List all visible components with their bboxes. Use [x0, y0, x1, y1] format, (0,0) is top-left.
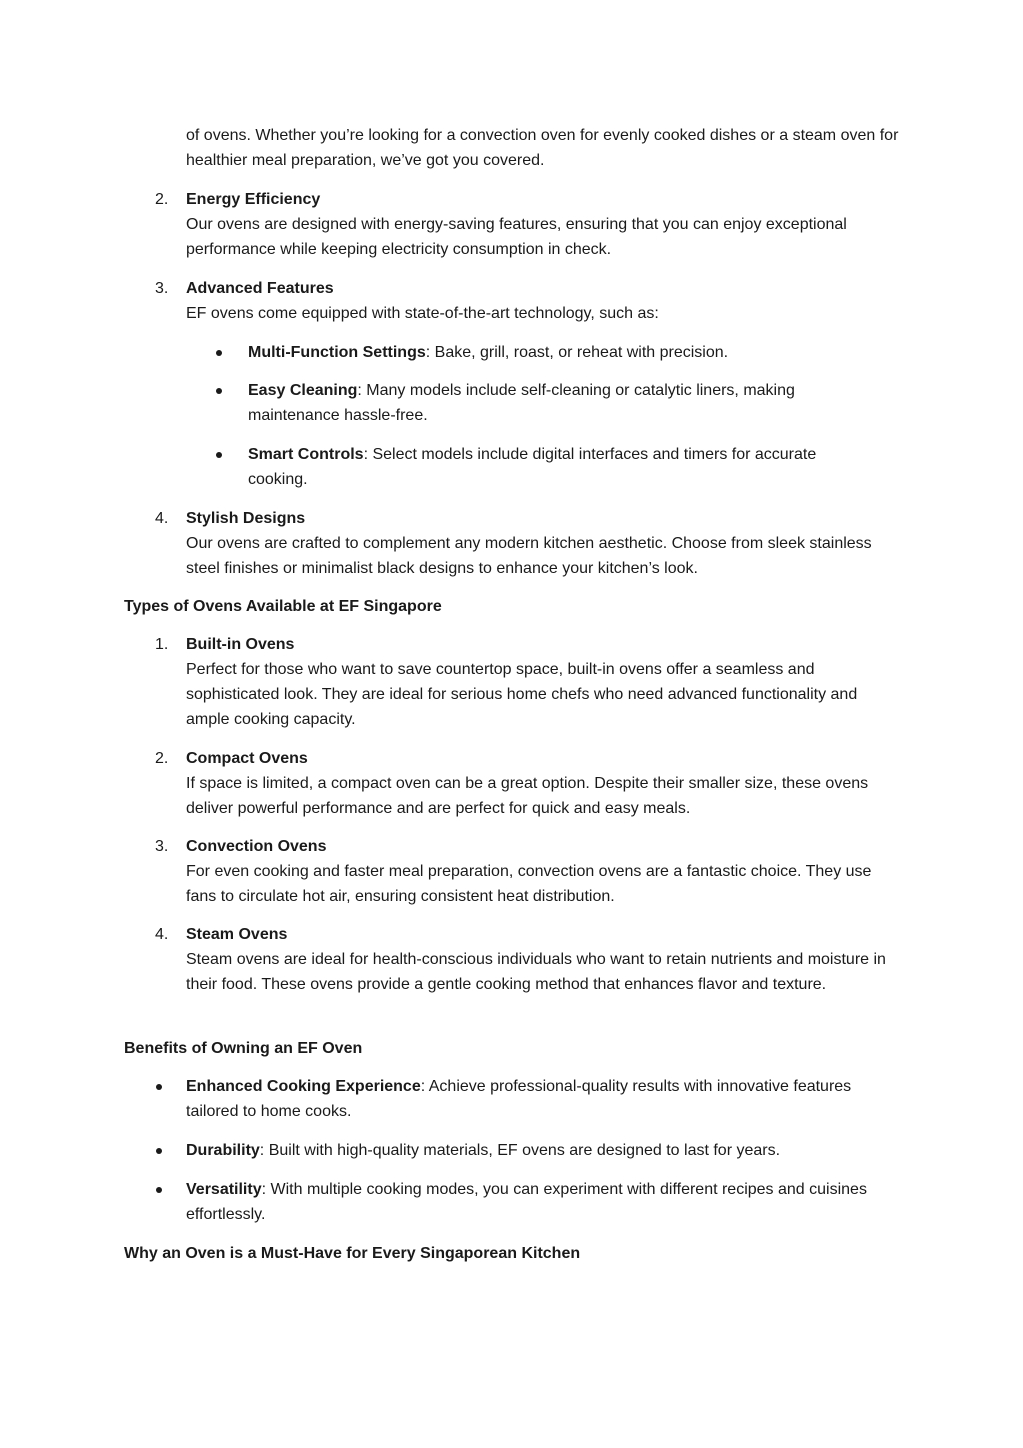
bullet-dot	[216, 388, 222, 394]
feature-title: Energy Efficiency	[186, 191, 321, 208]
list-number: 2.	[155, 191, 169, 208]
bullet-term: Multi-Function Settings	[248, 344, 426, 361]
bullet-text: : Many models include self-cleaning or catalytic liners, making maintenance hassle-free.	[248, 382, 795, 424]
bullet-text: : Bake, grill, roast, or reheat with precision.	[425, 344, 729, 361]
bullet-dot	[216, 350, 222, 356]
section-heading-why: Why an Oven is a Must-Have for Every Singaporean Kitchen	[124, 1245, 581, 1262]
bullet-text: : Built with high-quality materials, EF ovens are designed to last for years.	[259, 1142, 781, 1159]
feature-description: Our ovens are designed with energy-saving features, ensuring that you can enjoy exceptional performance while keeping electricity consumption in check.	[186, 216, 847, 258]
type-title: Compact Ovens	[186, 750, 308, 767]
bullet-dot	[156, 1148, 162, 1154]
type-description: For even cooking and faster meal preparation, convection ovens are a fantastic choice. They use fans to circulate hot air, ensuring consistent heat distribution.	[186, 863, 872, 905]
bullet-term: Durability	[186, 1142, 260, 1159]
type-description: Steam ovens are ideal for health-conscious individuals who want to retain nutrients and moisture in their food. These ovens provide a gentle cooking method that enhances flavor and texture.	[186, 951, 886, 993]
type-title: Built-in Ovens	[186, 636, 295, 653]
type-title: Steam Ovens	[186, 926, 288, 943]
list-number: 3.	[155, 838, 169, 855]
bullet-text: : Select models include digital interfaces and timers for accurate cooking.	[248, 446, 817, 488]
intro-continuation: of ovens. Whether you’re looking for a convection oven for evenly cooked dishes or a steam oven for healthier meal preparation, we’ve got you covered.	[186, 127, 899, 169]
feature-description: Our ovens are crafted to complement any modern kitchen aesthetic. Choose from sleek stainless steel finishes or minimalist black designs to enhance your kitchen’s look.	[186, 535, 872, 577]
bullet-dot	[216, 452, 222, 458]
type-title: Convection Ovens	[186, 838, 327, 855]
type-description: If space is limited, a compact oven can be a great option. Despite their smaller size, these ovens deliver powerful performance and are perfect for quick and easy meals.	[186, 775, 869, 817]
section-heading-types: Types of Ovens Available at EF Singapore	[124, 598, 442, 615]
list-number: 4.	[155, 926, 169, 943]
bullet-text: : With multiple cooking modes, you can experiment with different recipes and cuisines effortlessly.	[186, 1181, 867, 1223]
type-description: Perfect for those who want to save countertop space, built-in ovens offer a seamless and sophisticated look. They are ideal for serious home chefs who need advanced functionality and ample cooking capacity.	[186, 661, 858, 728]
feature-description: EF ovens come equipped with state-of-the-art technology, such as:	[186, 305, 659, 322]
list-number: 1.	[155, 636, 169, 653]
feature-title: Stylish Designs	[186, 510, 306, 527]
bullet-term: Versatility	[186, 1181, 262, 1198]
bullet-term: Smart Controls	[248, 446, 364, 463]
bullet-term: Easy Cleaning	[248, 382, 358, 399]
section-heading-benefits: Benefits of Owning an EF Oven	[124, 1040, 363, 1057]
bullet-dot	[156, 1187, 162, 1193]
bullet-term: Enhanced Cooking Experience	[186, 1078, 421, 1095]
bullet-text: : Achieve professional-quality results with innovative features tailored to home cooks.	[186, 1078, 852, 1120]
list-number: 4.	[155, 510, 169, 527]
feature-title: Advanced Features	[186, 280, 334, 297]
list-number: 3.	[155, 280, 169, 297]
list-number: 2.	[155, 750, 169, 767]
bullet-dot	[156, 1084, 162, 1090]
